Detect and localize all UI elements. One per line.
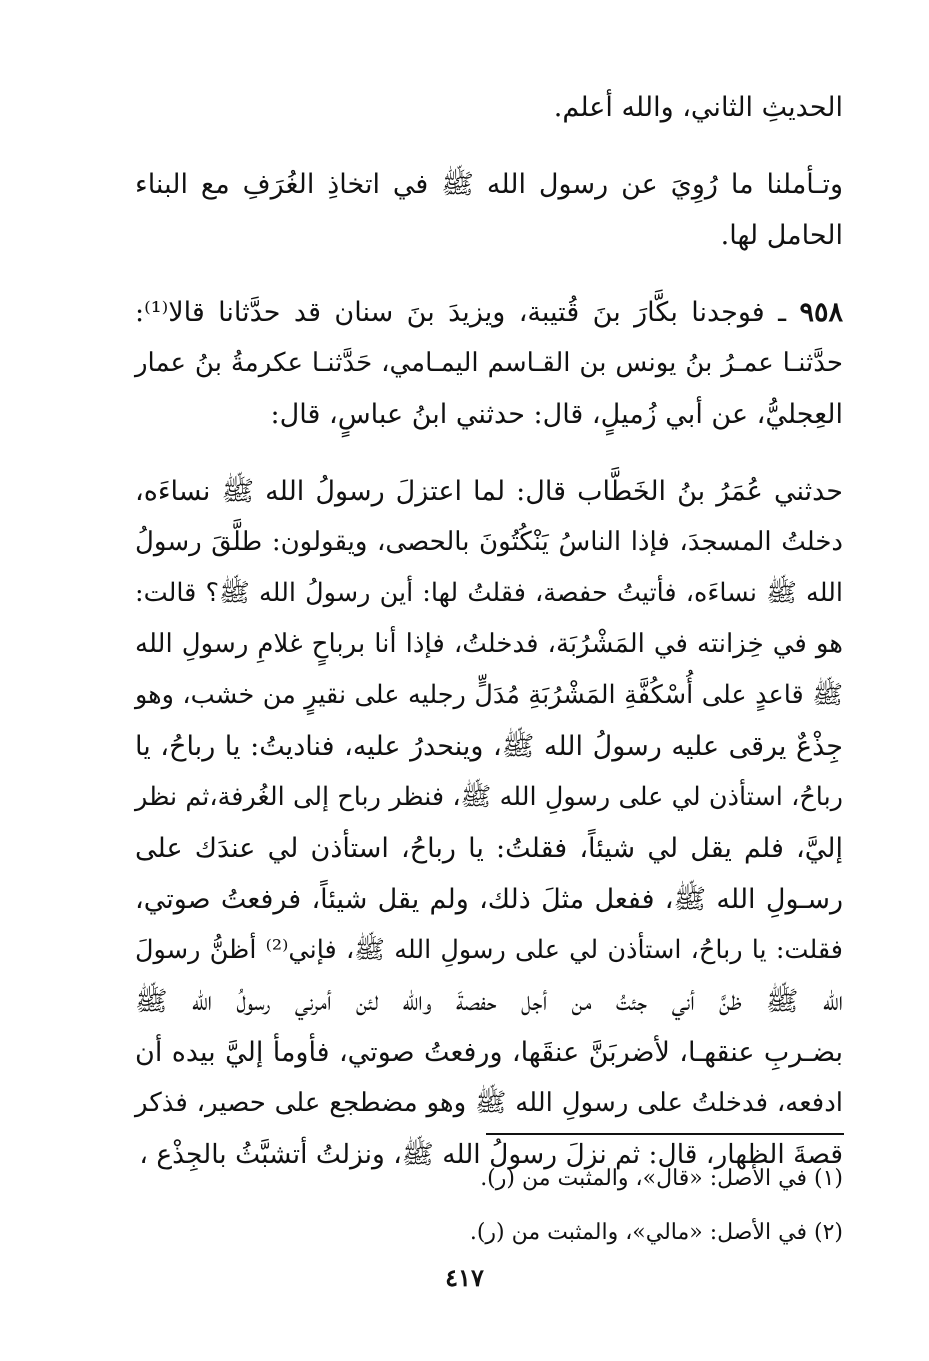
footnote-2: (٢) في الأصل: «مالي»، والمثبت من (ر).: [469, 1220, 843, 1245]
page-body: [135, 82, 843, 1180]
hadith-paragraph-958: [135, 287, 843, 440]
text-line: حدَّثنـا عمـرُ بنُ يونس بن القـاسم اليمـامي، حَدَّثنـا عكرمةُ بنُ عمار: [135, 348, 843, 378]
text-line: رسـولِ الله ﷺ، ففعل مثلَ ذلك، ولم يقل شيئاً، فرفعتُ صوتي،: [135, 884, 843, 915]
text-line: إليَّ، فلم يقل لي شيئاً، فقلتُ: يا رباحُ، استأذن لي عندَك على: [135, 833, 843, 864]
paragraph-1: [135, 82, 843, 133]
hadith-number: ٩٥٨: [799, 297, 843, 328]
page-number: ٤١٧: [445, 1263, 484, 1292]
footnote-divider: [486, 1133, 844, 1135]
text-line: العِجليُّ، عن أبي زُميلٍ، قال: حدثني ابنُ عباسٍ، قال:: [270, 399, 843, 430]
narration-paragraph: [135, 466, 843, 1180]
text-line: دخلتُ المسجدَ، فإذا الناسُ يَنْكُتُونَ بالحصى، ويقولون: طلَّقَ رسولُ: [135, 527, 843, 557]
paragraph-2: [135, 159, 843, 261]
text-line: الله ﷺ نساءَه، فأتيتُ حفصة، فقلتُ لها: أين رسولُ الله ﷺ؟ قالت:: [135, 578, 843, 608]
text-line: ادفعه، فدخلتُ على رسولِ الله ﷺ وهو مضطجع على حصير، فذكر: [135, 1088, 843, 1118]
text-line: فقلت: يا رباحُ، استأذن لي على رسولِ الله ﷺ، فإني⁽²⁾ أظنُّ رسولَ: [135, 935, 843, 965]
footnote-1: (١) في الأصل: «قال»، والمثبت من (ر).: [480, 1166, 843, 1191]
paragraph-gap: [135, 261, 843, 287]
text-line-content: ـ فوجدنا بكَّارَ بنَ قُتيبة، ويزيدَ بنَ سنان قد حدَّثانا قالا⁽¹⁾:: [135, 297, 787, 328]
text-line: رباحُ، استأذن لي على رسولِ الله ﷺ، فنظر رباح إلى الغُرفة،ثم نظر: [135, 782, 843, 812]
text-line: الحامل لها.: [720, 220, 843, 251]
text-line: هو في خِزانته في المَشْرُبَة، فدخلتُ، فإذا أنا برباحٍ غلامِ رسولِ الله: [135, 629, 843, 659]
text-line: ﷺ قاعدٍ على أُسْكُفَّةِ المَشْرُبَةِ مُدَلٍّ رجليه على نقيرٍ من خشب، وهو: [135, 680, 843, 710]
text-line: [135, 287, 843, 338]
text-line: الله ﷺ ظنَّ أني جئتُ من أجل حفصةَ والله لئن أمرني رسولُ الله ﷺ: [135, 986, 843, 1017]
paragraph-gap: [135, 133, 843, 159]
text-line: قصةَ الظهار، قال: ثم نزلَ رسولُ الله ﷺ، ونزلتُ أتشبَّثُ بالجِذْع ،: [139, 1139, 843, 1170]
text-line: جِذْعٌ يرقى عليه رسولُ الله ﷺ، وينحدرُ عليه، فناديتُ: يا رباحُ، يا: [135, 731, 843, 762]
text-line: حدثني عُمَرُ بنُ الخَطَّاب قال: لما اعتزلَ رسولُ الله ﷺ نساءَه،: [135, 476, 843, 507]
footnotes: [470, 1152, 843, 1260]
text-line: بضـربِ عنقهـا، لأضربَنَّ عنقَها، ورفعتُ صوتي، فأومأ إليَّ بيده أن: [135, 1037, 843, 1068]
text-line: وتـأملنا ما رُوِيَ عن رسول الله ﷺ في اتخاذِ الغُرَفِ مع البناء: [135, 169, 843, 200]
paragraph-gap: [135, 440, 843, 466]
text-line: الحديثِ الثاني، والله أعلم.: [553, 92, 843, 123]
